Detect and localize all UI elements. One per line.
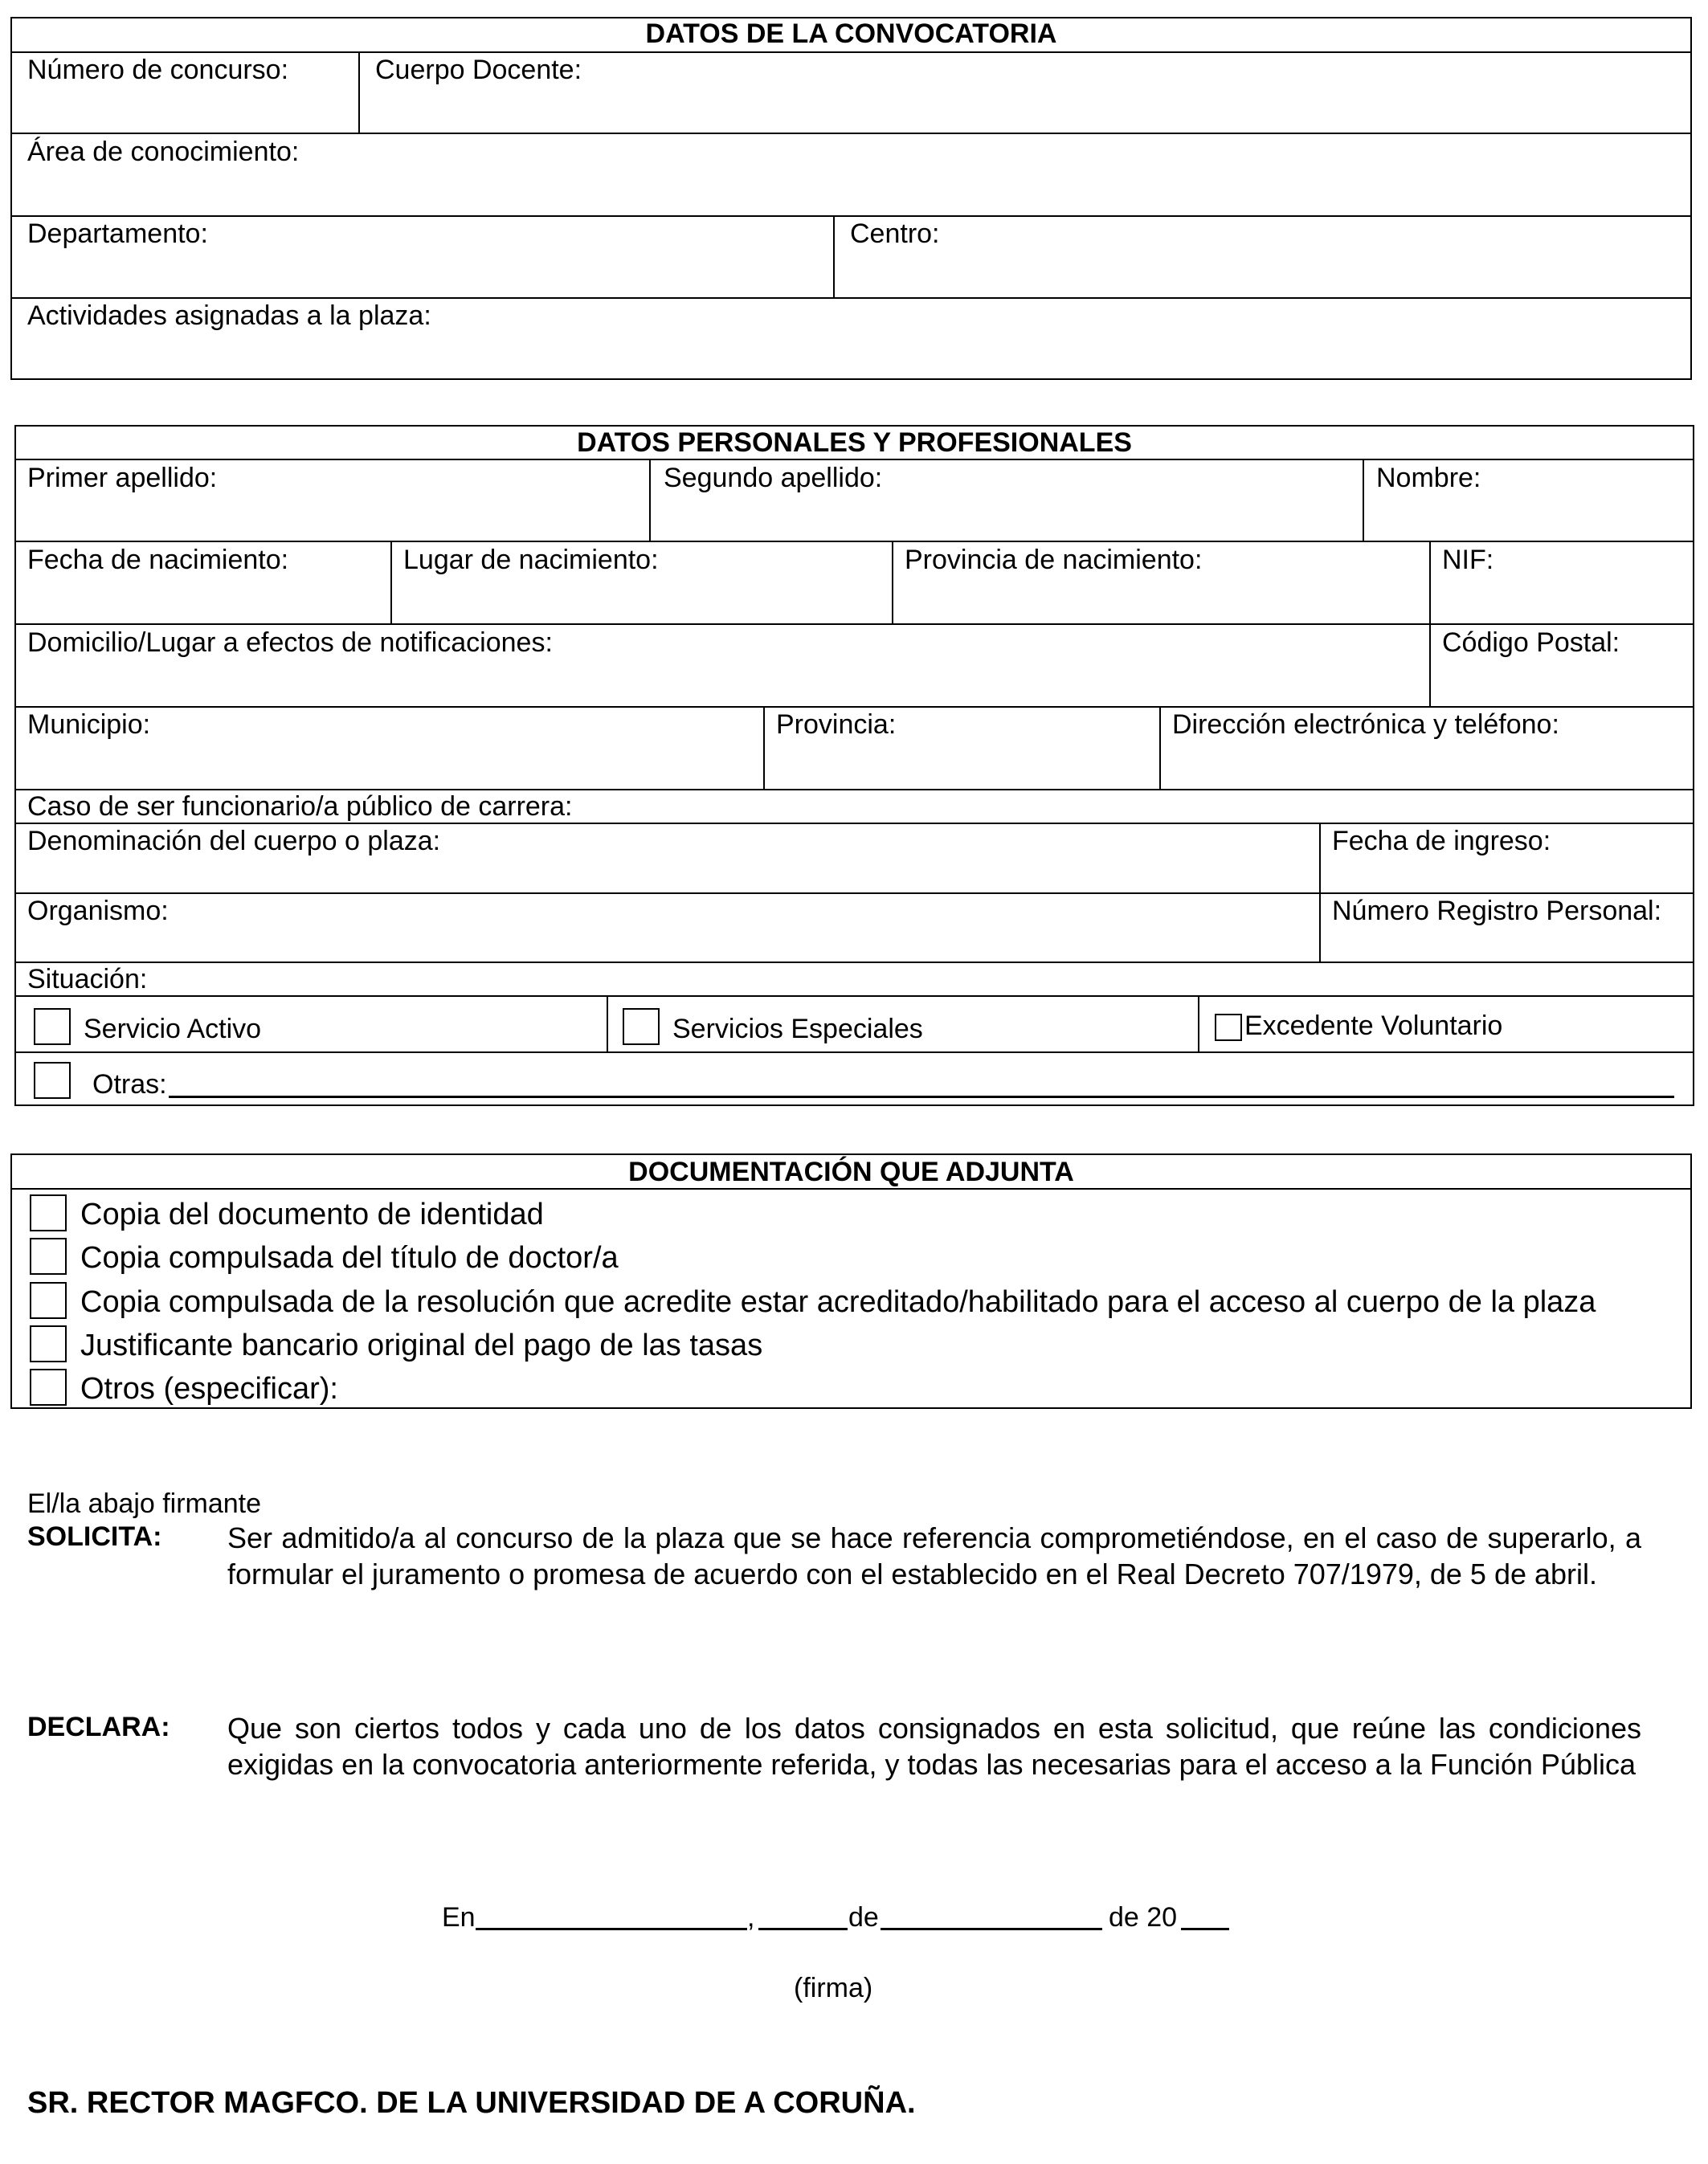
divider: [763, 706, 765, 789]
doc-otros-checkbox[interactable]: [30, 1369, 67, 1406]
municipio-field[interactable]: Municipio:: [27, 709, 151, 740]
declara-label: DECLARA:: [27, 1712, 170, 1742]
numero-concurso-field[interactable]: Número de concurso:: [27, 55, 289, 85]
divider: [14, 892, 1694, 894]
doc-resolucion-checkbox[interactable]: [30, 1282, 67, 1319]
divider: [1429, 541, 1431, 623]
nif-field[interactable]: NIF:: [1442, 545, 1494, 575]
convocatoria-title: DATOS DE LA CONVOCATORIA: [645, 18, 1057, 49]
segundo-apellido-field[interactable]: Segundo apellido:: [664, 463, 883, 493]
divider: [358, 51, 360, 133]
firma-anio-line[interactable]: [1181, 1928, 1229, 1930]
doc-identidad-label: Copia del documento de identidad: [80, 1198, 544, 1231]
firma-mes-line[interactable]: [881, 1928, 1102, 1930]
nombre-field[interactable]: Nombre:: [1376, 463, 1481, 493]
cuerpo-docente-field[interactable]: Cuerpo Docente:: [375, 55, 582, 85]
solicita-label: SOLICITA:: [27, 1521, 162, 1552]
divider: [10, 1188, 1692, 1190]
domicilio-field[interactable]: Domicilio/Lugar a efectos de notificaciones:: [27, 627, 553, 658]
lugar-nacimiento-field[interactable]: Lugar de nacimiento:: [403, 545, 659, 575]
excedente-voluntario-checkbox[interactable]: [1215, 1014, 1242, 1041]
firma-de20-label: de 20: [1109, 1902, 1178, 1933]
otras-label: Otras:: [92, 1069, 167, 1100]
doc-justificante-checkbox[interactable]: [30, 1325, 67, 1362]
doc-identidad-checkbox[interactable]: [30, 1194, 67, 1231]
servicios-especiales-checkbox[interactable]: [623, 1008, 660, 1045]
otras-input-line[interactable]: [169, 1096, 1674, 1098]
fecha-ingreso-field[interactable]: Fecha de ingreso:: [1332, 826, 1551, 856]
area-conocimiento-field[interactable]: Área de conocimiento:: [27, 137, 300, 167]
firma-en-label: En: [442, 1902, 476, 1933]
divider: [10, 215, 1692, 217]
divider: [14, 459, 1694, 460]
centro-field[interactable]: Centro:: [850, 218, 940, 249]
fecha-nacimiento-field[interactable]: Fecha de nacimiento:: [27, 545, 289, 575]
divider: [1319, 823, 1321, 962]
divider: [892, 541, 893, 623]
divider: [649, 459, 651, 541]
servicio-activo-label: Servicio Activo: [84, 1014, 262, 1044]
firma-label: (firma): [794, 1973, 873, 2003]
servicios-especiales-label: Servicios Especiales: [672, 1014, 923, 1044]
intro-text: El/la abajo firmante: [27, 1488, 262, 1519]
firma-dia-line[interactable]: [758, 1928, 848, 1930]
divider: [10, 297, 1692, 299]
doc-otros-label: Otros (especificar):: [80, 1372, 338, 1406]
destinatario: SR. RECTOR MAGFCO. DE LA UNIVERSIDAD DE A CORUÑA.: [27, 2086, 916, 2120]
firma-de-label: de: [848, 1902, 879, 1933]
firma-lugar-line[interactable]: [476, 1928, 747, 1930]
divider: [1363, 459, 1364, 541]
doc-justificante-label: Justificante bancario original del pago de las tasas: [80, 1329, 763, 1362]
provincia-nacimiento-field[interactable]: Provincia de nacimiento:: [905, 545, 1203, 575]
divider: [14, 962, 1694, 963]
divider: [14, 623, 1694, 625]
provincia-field[interactable]: Provincia:: [776, 709, 897, 740]
doc-titulo-label: Copia compulsada del título de doctor/a: [80, 1241, 619, 1275]
documentacion-title: DOCUMENTACIÓN QUE ADJUNTA: [628, 1157, 1074, 1187]
divider: [14, 823, 1694, 824]
situacion-label: Situación:: [27, 964, 148, 994]
direccion-telefono-field[interactable]: Dirección electrónica y teléfono:: [1172, 709, 1559, 740]
organismo-field[interactable]: Organismo:: [27, 896, 169, 926]
divider: [14, 541, 1694, 542]
divider: [390, 541, 392, 623]
primer-apellido-field[interactable]: Primer apellido:: [27, 463, 218, 493]
personales-section: [14, 425, 1694, 1106]
divider: [14, 706, 1694, 708]
divider: [1159, 706, 1161, 789]
divider: [14, 995, 1694, 997]
declara-text: Que son ciertos todos y cada uno de los datos consignados en esta solicitud, que reúne las condiciones exigidas en la convocatoria anteriormente referida, y todas las necesarias para el acceso a la Función Pública: [227, 1712, 1641, 1781]
divider: [1198, 995, 1199, 1051]
caso-funcionario-label: Caso de ser funcionario/a público de carrera:: [27, 791, 573, 822]
divider: [10, 133, 1692, 134]
otras-checkbox[interactable]: [34, 1062, 71, 1099]
firma-comma: ,: [747, 1902, 755, 1933]
divider: [833, 215, 835, 297]
codigo-postal-field[interactable]: Código Postal:: [1442, 627, 1620, 658]
actividades-field[interactable]: Actividades asignadas a la plaza:: [27, 300, 431, 331]
excedente-voluntario-label: Excedente Voluntario: [1244, 1011, 1503, 1041]
doc-titulo-checkbox[interactable]: [30, 1238, 67, 1275]
solicita-text: Ser admitido/a al concurso de la plaza que se hace referencia comprometiéndose, en el caso de superarlo, a formular el juramento o promesa de acuerdo con el establecido en el Real Decreto 707/1979, de 5 de abril.: [227, 1521, 1641, 1590]
divider: [607, 995, 608, 1051]
personales-title: DATOS PERSONALES Y PROFESIONALES: [577, 427, 1132, 458]
servicio-activo-checkbox[interactable]: [34, 1008, 71, 1045]
numero-registro-field[interactable]: Número Registro Personal:: [1332, 896, 1662, 926]
denominacion-field[interactable]: Denominación del cuerpo o plaza:: [27, 826, 441, 856]
divider: [10, 51, 1692, 53]
departamento-field[interactable]: Departamento:: [27, 218, 208, 249]
doc-resolucion-label: Copia compulsada de la resolución que acredite estar acreditado/habilitado para el acceso al cuerpo de la plaza: [80, 1285, 1596, 1319]
divider: [1429, 623, 1431, 706]
divider: [14, 1051, 1694, 1053]
